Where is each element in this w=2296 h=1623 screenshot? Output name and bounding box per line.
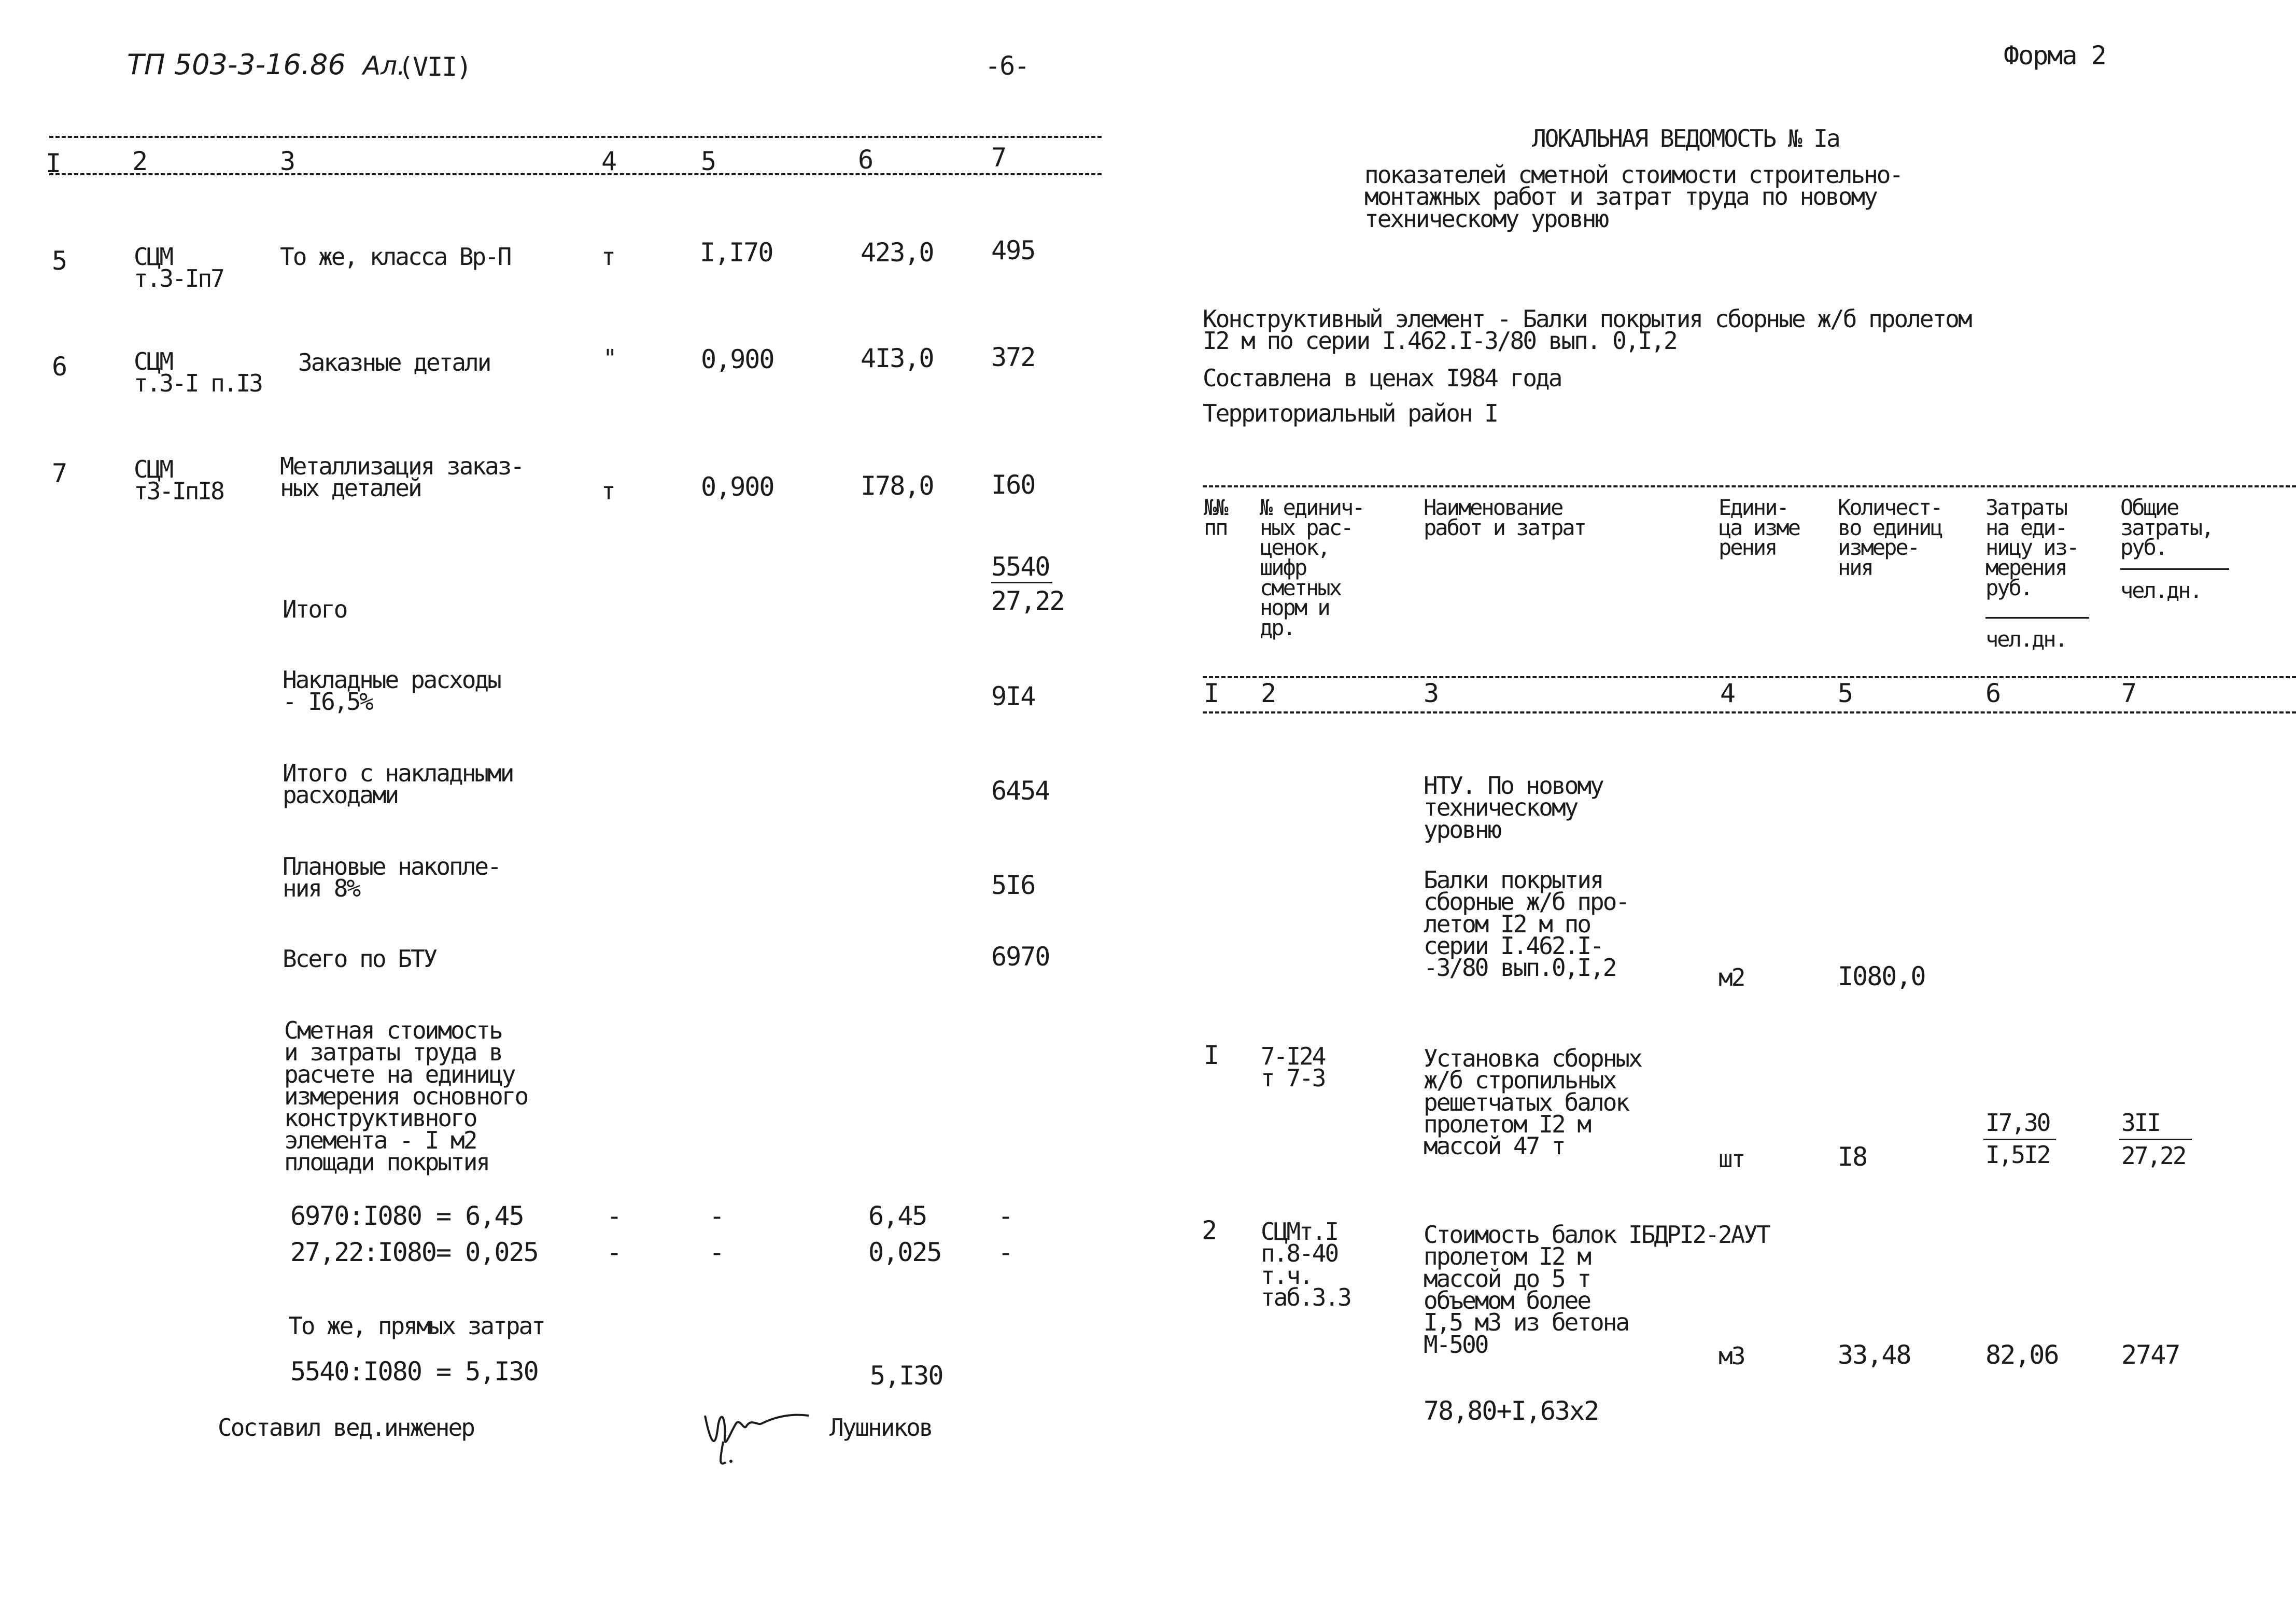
left-row-6-unit: " <box>603 344 616 372</box>
ntu-label: НТУ. По новому техническому уровню <box>1424 772 1603 844</box>
right-col-head-6-labor: чел.дн. <box>1985 626 2067 652</box>
left-row-5-number: 5 <box>52 246 67 276</box>
statement-title: ЛОКАЛЬНАЯ ВЕДОМОСТЬ № Iа <box>1532 124 1839 152</box>
total-btu-label: Всего по БТУ <box>283 945 436 973</box>
compiled-by-name: Лушников <box>829 1414 932 1442</box>
right-col-head-6-rule <box>1985 617 2089 619</box>
calc1-col5: - <box>709 1201 724 1231</box>
left-row-6-qty: 0,900 <box>701 344 774 374</box>
calc2-col5: - <box>709 1237 724 1267</box>
left-row-7-name: Металлизация заказ- ных деталей <box>280 452 524 502</box>
itogo-rub: 5540 <box>991 552 1050 582</box>
territorial-region: Территориальный район I <box>1203 399 1497 427</box>
left-row-5-unit: т <box>601 243 614 271</box>
left-header-line-top <box>49 136 1102 138</box>
beams-label: Балки покрытия сборные ж/б про- летом I2 м по серии I.462.I- -3/80 вып.0,I,2 <box>1424 866 1629 982</box>
left-row-7-unit: т <box>601 477 614 505</box>
left-col-num-4: 4 <box>601 146 616 176</box>
calc-rub-per-m2: 6970:I080 = 6,45 <box>290 1201 524 1231</box>
beams-unit: м2 <box>1719 963 1744 991</box>
left-header-line-bottom <box>49 173 1102 175</box>
right-col-head-7: Общие затраты, руб. <box>2120 495 2213 561</box>
right-row-1-code: 7-I24 т 7-3 <box>1261 1042 1325 1093</box>
left-col-num-1: I <box>46 148 61 178</box>
document-code: ТП 503-3-16.86 <box>127 48 346 81</box>
calc-labor-per-m2: 27,22:I080= 0,025 <box>290 1237 538 1267</box>
statement-subtitle: показателей сметной стоимости строительно- монтажных работ и затрат труда по новому техническому уровню <box>1364 161 1903 233</box>
with-overhead-value: 6454 <box>991 776 1050 806</box>
itogo-label: Итого <box>283 595 347 623</box>
left-row-5-name: То же, класса Вр-П <box>280 243 511 271</box>
left-col-num-3: 3 <box>280 146 295 176</box>
album-label: Ал. <box>363 51 406 81</box>
right-row-1-total-rule <box>2119 1139 2192 1140</box>
left-row-5-total: 495 <box>991 235 1035 265</box>
right-col-num-7: 7 <box>2121 678 2136 708</box>
right-col-head-7-labor: чел.дн. <box>2120 578 2202 603</box>
left-row-7-qty: 0,900 <box>701 472 774 502</box>
right-row-1-name: Установка сборных ж/б стропильных решетчатых балок пролетом I2 м массой 47 т <box>1424 1044 1641 1160</box>
left-row-7-code: СЦМ т3-IпI8 <box>134 455 223 506</box>
right-col-head-5: Количест- во единиц измере- ния <box>1838 495 1942 580</box>
right-row-1-total-labor: 27,22 <box>2121 1142 2186 1170</box>
form-label: Форма 2 <box>2004 40 2106 71</box>
right-row-2-unit: м3 <box>1719 1342 1744 1370</box>
right-col-head-3: Наименование работ и затрат <box>1424 495 1586 540</box>
left-row-7-price: I78,0 <box>861 471 934 501</box>
right-row-1-number: I <box>1204 1040 1219 1070</box>
overhead-label: Накладные расходы - I6,5% <box>283 666 500 716</box>
beams-qty: I080,0 <box>1838 961 1925 991</box>
right-col-num-6: 6 <box>1985 678 2001 708</box>
right-row-1-qty: I8 <box>1838 1142 1867 1172</box>
left-row-6-name: Заказные детали <box>298 348 490 376</box>
right-header-line-bottom <box>1203 711 2296 713</box>
left-row-6-code: СЦМ т.3-I п.I3 <box>134 347 262 398</box>
right-col-head-1: №№ пп <box>1204 495 1227 540</box>
left-row-6-total: 372 <box>991 342 1035 372</box>
left-row-5-qty: I,I70 <box>700 237 773 268</box>
right-col-head-6: Затраты на еди- ницу из- мерения руб. <box>1985 495 2078 600</box>
right-col-num-2: 2 <box>1261 678 1276 708</box>
calc1-col4: - <box>607 1201 622 1231</box>
right-header-line-top <box>1203 485 2296 487</box>
page-number: -6- <box>985 51 1029 81</box>
with-overhead-label: Итого с накладными расходами <box>283 759 513 809</box>
right-row-1-unit: шт <box>1719 1145 1744 1173</box>
price-basis: Составлена в ценах I984 года <box>1203 364 1561 392</box>
right-row-2-total: 2747 <box>2121 1340 2180 1370</box>
unit-cost-label: Сметная стоимость и затраты труда в расчете на единицу измерения основного конструктивного элемента - I м2 площади покрытия <box>284 1016 528 1176</box>
calc2-col6: 0,025 <box>868 1237 941 1267</box>
itogo-underline <box>991 582 1052 583</box>
right-row-1-price-rub: I7,30 <box>1985 1109 2050 1137</box>
right-row-2-name: Стоимость балок IБДРI2-2АУТ пролетом I2 м массой до 5 т объемом более I,5 м3 из бетона М-500 <box>1424 1221 1769 1359</box>
planned-label: Плановые накопле- ния 8% <box>283 852 500 903</box>
left-col-num-2: 2 <box>132 146 147 176</box>
right-col-head-7-rule <box>2120 568 2229 570</box>
calc1-col6: 6,45 <box>868 1201 927 1231</box>
right-row-2-code: СЦМт.I п.8-40 т.ч. таб.3.3 <box>1261 1218 1350 1311</box>
right-row-2-qty: 33,48 <box>1838 1340 1911 1370</box>
right-col-head-2: № единич- ных рас- ценок, шифр сметных норм и др. <box>1260 495 1364 640</box>
album-number: (VII) <box>398 52 471 82</box>
right-col-head-4: Едини- ца изме рения <box>1719 495 1800 561</box>
planned-value: 5I6 <box>991 870 1035 900</box>
right-row-1-price-labor: I,5I2 <box>1985 1141 2050 1169</box>
direct-costs-label: То же, прямых затрат <box>288 1312 544 1340</box>
calc3-col6: 5,I30 <box>870 1361 943 1391</box>
calc1-col7: - <box>998 1201 1013 1231</box>
left-row-7-number: 7 <box>52 458 67 488</box>
signature <box>695 1395 819 1473</box>
calc-direct-per-m2: 5540:I080 = 5,I30 <box>290 1356 538 1387</box>
right-row-2-price: 82,06 <box>1985 1340 2059 1370</box>
left-row-7-total: I60 <box>991 470 1035 500</box>
left-col-num-5: 5 <box>701 146 716 176</box>
right-col-num-4: 4 <box>1720 678 1735 708</box>
formula-note: 78,80+I,63х2 <box>1424 1396 1599 1426</box>
structural-element: Конструктивный элемент - Балки покрытия сборные ж/б пролетом I2 м по серии I.462.I-3/80 вып. 0,I,2 <box>1203 305 1971 355</box>
total-btu-value: 6970 <box>991 942 1050 972</box>
left-col-num-7: 7 <box>991 143 1006 173</box>
overhead-value: 9I4 <box>991 681 1035 711</box>
calc2-col4: - <box>607 1237 622 1267</box>
itogo-labor: 27,22 <box>991 586 1064 616</box>
right-row-1-price-rule <box>1983 1139 2056 1140</box>
left-row-6-number: 6 <box>52 352 67 382</box>
compiled-by-label: Составил вед.инженер <box>218 1414 474 1442</box>
calc2-col7: - <box>998 1237 1013 1267</box>
right-col-num-5: 5 <box>1838 678 1853 708</box>
left-row-6-price: 4I3,0 <box>861 343 934 373</box>
left-row-5-price: 423,0 <box>861 237 934 268</box>
right-row-1-total-rub: 3II <box>2121 1109 2160 1137</box>
right-col-num-1: I <box>1204 678 1219 708</box>
right-col-num-3: 3 <box>1424 678 1439 708</box>
right-row-2-number: 2 <box>1202 1215 1217 1246</box>
left-col-num-6: 6 <box>858 145 873 175</box>
left-row-5-code: СЦМ т.3-Iп7 <box>134 243 223 293</box>
